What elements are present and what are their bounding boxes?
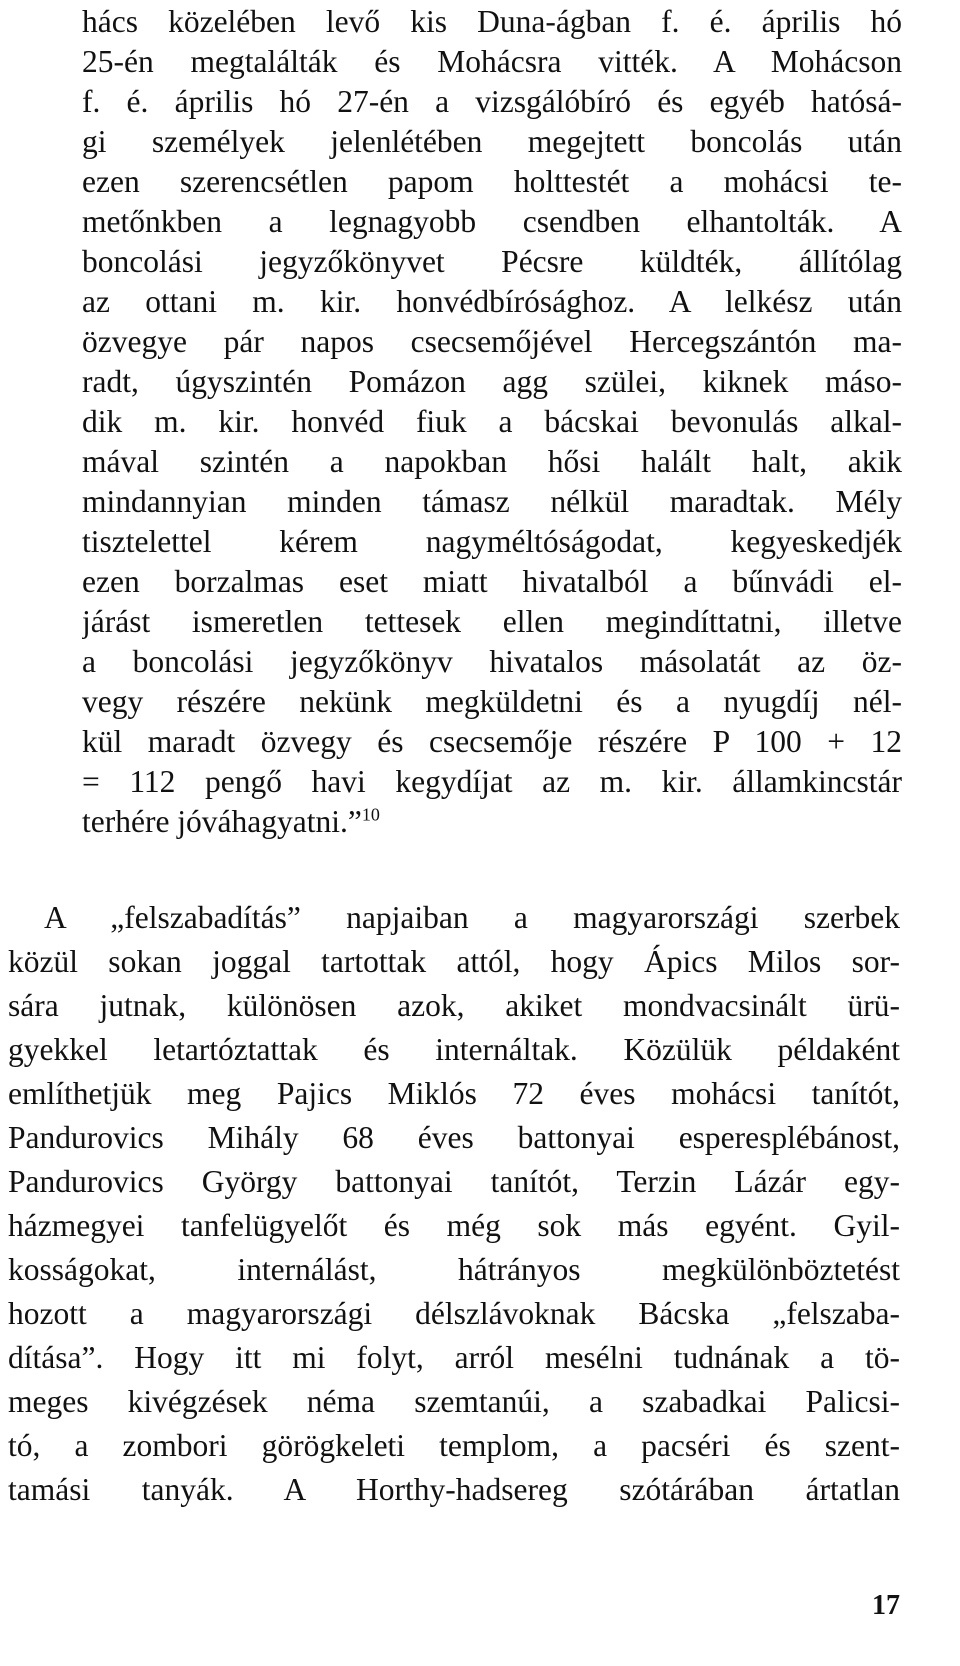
text-line: tamási tanyák. A Horthy-hadsereg szótárában ártatlan — [8, 1472, 900, 1507]
text-line: az ottani m. kir. honvédbírósághoz. A lelkész után — [82, 284, 902, 319]
text-line: tó, a zombori görögkeleti templom, a pacséri és szent- — [8, 1428, 900, 1463]
text-line: tisztelettel kérem nagyméltóságodat, kegyeskedjék — [82, 524, 902, 559]
text-line: meges kivégzések néma szemtanúi, a szabadkai Palicsi- — [8, 1384, 900, 1419]
text-line: Pandurovics Mihály 68 éves battonyai esperesplébánost, — [8, 1120, 900, 1155]
text-line: kül maradt özvegy és csecsemője részére P 100 + 12 — [82, 724, 902, 759]
text-line: gi személyek jelenlétében megejtett boncolás után — [82, 124, 902, 159]
text-line: a boncolási jegyzőkönyv hivatalos másolatát az öz- — [82, 644, 902, 679]
text-line: metőnkben a legnagyobb csendben elhantolták. A — [82, 204, 902, 239]
footnote-reference: 10 — [361, 804, 380, 825]
text-line: f. é. április hó 27-én a vizsgálóbíró és egyéb hatósá- — [82, 84, 902, 119]
text-line: boncolási jegyzőkönyvet Pécsre küldték, állítólag — [82, 244, 902, 279]
text-line: járást ismeretlen tettesek ellen megindíttatni, illetve — [82, 604, 902, 639]
text-line: említhetjük meg Pajics Miklós 72 éves mohácsi tanítót, — [8, 1076, 900, 1111]
text-line: kosságokat, internálást, hátrányos megkülönböztetést — [8, 1252, 900, 1287]
text-line: sára jutnak, különösen azok, akiket mondvacsinált ürü- — [8, 988, 900, 1023]
text-line: A „felszabadítás” napjaiban a magyarországi szerbek — [44, 900, 900, 935]
text-line: gyekkel letartóztattak és internáltak. Közülük példaként — [8, 1032, 900, 1067]
text-line: hács közelében levő kis Duna-ágban f. é. április hó — [82, 4, 902, 39]
text-line: vegy részére nekünk megküldetni és a nyugdíj nél- — [82, 684, 902, 719]
text-line: Pandurovics György battonyai tanítót, Terzin Lázár egy- — [8, 1164, 900, 1199]
text-line: radt, úgyszintén Pomázon agg szülei, kiknek máso- — [82, 364, 902, 399]
text-line: hozott a magyarországi délszlávoknak Bácska „felszaba- — [8, 1296, 900, 1331]
text-line: házmegyei tanfelügyelőt és még sok más egyént. Gyil- — [8, 1208, 900, 1243]
page-number: 17 — [872, 1590, 900, 1621]
text-line: mával szintén a napokban hősi halált halt, akik — [82, 444, 902, 479]
text-line: ezen borzalmas eset miatt hivatalból a bűnvádi el- — [82, 564, 902, 599]
text-line-content: terhére jóváhagyatni.” — [82, 804, 362, 839]
text-line-last — [82, 800, 902, 844]
text-line: ezen szerencsétlen papom holttestét a mohácsi te- — [82, 164, 902, 199]
text-line: 25-én megtalálták és Mohácsra vitték. A Mohácson — [82, 44, 902, 79]
text-line: = 112 pengő havi kegydíjat az m. kir. államkincstár — [82, 764, 902, 799]
text-line: közül sokan joggal tartottak attól, hogy Ápics Milos sor- — [8, 944, 900, 979]
text-line: dítása”. Hogy itt mi folyt, arról mesélni tudnának a tö- — [8, 1340, 900, 1375]
text-line: mindannyian minden támasz nélkül maradtak. Mély — [82, 484, 902, 519]
text-line: özvegye pár napos csecsemőjével Hercegszántón ma- — [82, 324, 902, 359]
text-line: dik m. kir. honvéd fiuk a bácskai bevonulás alkal- — [82, 404, 902, 439]
